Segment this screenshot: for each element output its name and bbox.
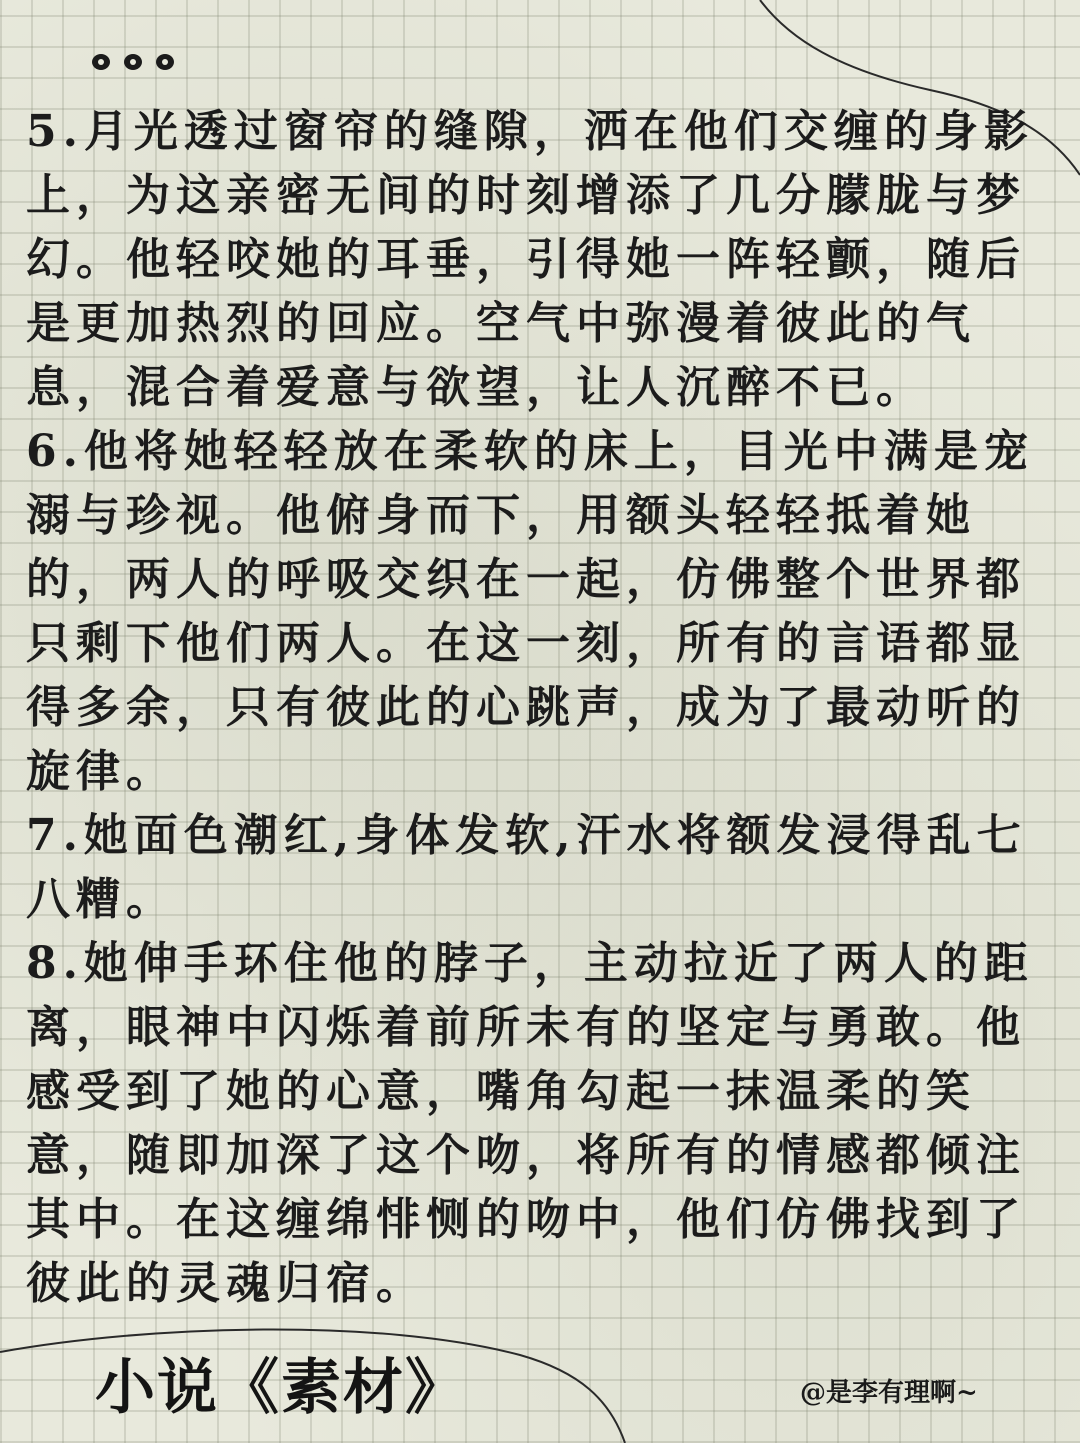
footer-title: 小说《素材》 [95, 1353, 467, 1423]
dot-icon [156, 54, 174, 70]
paragraph-8: 8.她伸手环住他的脖子，主动拉近了两人的距离，眼神中闪烁着前所未有的坚定与勇敢。他感受到了她的心意，嘴角勾起一抹温柔的笑意，随即加深了这个吻，将所有的情感都倾注其中。在这缠绵悱恻的吻中，他们仿佛找到了彼此的灵魂归宿。 [26, 938, 1034, 1309]
paragraph-6: 6.他将她轻轻放在柔软的床上，目光中满是宠溺与珍视。他俯身而下，用额头轻轻抵着她的，两人的呼吸交织在一起，仿佛整个世界都只剩下他们两人。在这一刻，所有的言语都显得多余，只有彼此的心跳声，成为了最动听的旋律。 [26, 426, 1034, 797]
menu-dots-icon [92, 54, 174, 70]
article-body [26, 100, 1036, 1316]
dot-icon [92, 54, 110, 70]
dot-icon [124, 54, 142, 70]
author-handle: @是李有理啊~ [800, 1378, 978, 1408]
paragraph-7: 7.她面色潮红,身体发软,汗水将额发浸得乱七八糟。 [26, 810, 1027, 925]
paragraph-5: 5.月光透过窗帘的缝隙，洒在他们交缠的身影上，为这亲密无间的时刻增添了几分朦胧与梦幻。他轻咬她的耳垂，引得她一阵轻颤，随后是更加热烈的回应。空气中弥漫着彼此的气息，混合着爱意与欲望，让人沉醉不已。 [26, 106, 1034, 413]
